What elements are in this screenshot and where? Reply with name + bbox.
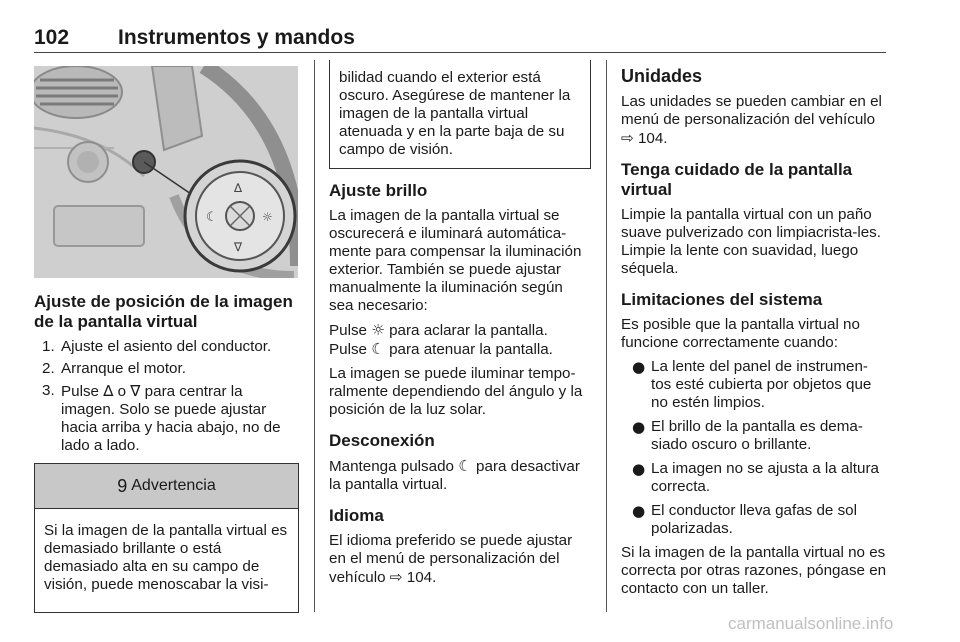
bullet-icon: ● bbox=[632, 418, 646, 436]
down-arrow-icon: ∇ bbox=[130, 382, 141, 400]
hud-controls-illustration bbox=[34, 66, 298, 278]
column-1 bbox=[34, 66, 299, 613]
steps-list bbox=[34, 338, 299, 455]
svg-text:☾: ☾ bbox=[206, 210, 218, 225]
units-text: Las unidades se pueden cambiar en el menú de personalización del vehículo ⇨ 104. bbox=[621, 93, 882, 147]
page-number: 102 bbox=[34, 26, 70, 49]
list-item: 2. Arranque el motor. bbox=[42, 360, 186, 377]
page-reference-icon: ⇨ bbox=[621, 129, 634, 147]
warning-continuation: bilidad cuando el exterior está oscuro. Asegúrese de mantener la imagen de la pantalla virtual atenuada y en la parte baja de su campo de visión. bbox=[329, 60, 591, 169]
list-item: 1. Ajuste el asiento del conductor. bbox=[42, 338, 272, 355]
language-text: El idioma preferido se puede ajustar en el menú de personalización del vehículo ⇨ 104. bbox=[329, 532, 573, 586]
disconnection-text: Mantenga pulsado ☾ para desactivar la pantalla virtual. bbox=[329, 457, 580, 493]
up-arrow-icon: ∆ bbox=[103, 382, 114, 400]
list-item: ● El brillo de la pantalla es dema-siado oscuro o brillante. bbox=[632, 418, 863, 453]
heading-care: Tenga cuidado de la pantalla virtual bbox=[621, 160, 853, 199]
svg-text:∇: ∇ bbox=[234, 240, 243, 254]
heading-limitations: Limitaciones del sistema bbox=[621, 290, 823, 309]
warning-box bbox=[34, 463, 299, 613]
bullet-icon: ● bbox=[632, 358, 646, 376]
watermark: carmanualsonline.info bbox=[728, 614, 894, 633]
moon-icon: ☾ bbox=[458, 457, 472, 475]
heading-image-position: Ajuste de posición de la imagen de la pantalla virtual bbox=[34, 292, 293, 331]
hud-controls-image bbox=[34, 66, 298, 278]
column-3 bbox=[621, 66, 887, 604]
illumination-text: La imagen se puede iluminar tempo-ralmente dependiendo del ángulo y la posición de la luz solar. bbox=[329, 365, 583, 418]
column-divider-2 bbox=[606, 60, 607, 612]
final-text: Si la imagen de la pantalla virtual no es correcta por otras razones, póngase en contacto con un taller. bbox=[621, 544, 887, 597]
svg-text:∆: ∆ bbox=[234, 181, 243, 195]
column-2 bbox=[329, 60, 591, 593]
list-item: 3. Pulse ∆ o ∇ para centrar la imagen. Solo se puede ajustar hacia arriba y hacia abajo, no de lado a lado. bbox=[42, 382, 281, 454]
warning-text: Si la imagen de la pantalla virtual es demasiado brillante o está demasiado alta en su campo de visión, puede menoscabar la visi- bbox=[44, 522, 288, 593]
heading-brightness: Ajuste brillo bbox=[329, 181, 428, 200]
heading-disconnection: Desconexión bbox=[329, 431, 435, 450]
page-title: Instrumentos y mandos bbox=[118, 26, 355, 49]
warning-title: Advertencia bbox=[131, 477, 216, 494]
sun-icon: ☼ bbox=[371, 321, 385, 339]
care-text: Limpie la pantalla virtual con un paño suave pulverizado con limpiacrista-les. Limpie la lente con suavidad, luego séquela. bbox=[621, 206, 881, 277]
limitations-text: Es posible que la pantalla virtual no funcione correctamente cuando: bbox=[621, 316, 860, 351]
list-item: ● La lente del panel de instrumen-tos esté cubierta por objetos que no estén limpios. bbox=[632, 358, 872, 411]
svg-text:☼: ☼ bbox=[262, 210, 273, 224]
heading-units: Unidades bbox=[621, 66, 703, 86]
page-header bbox=[34, 26, 886, 52]
header-rule bbox=[34, 52, 886, 53]
moon-icon: ☾ bbox=[371, 340, 385, 358]
brightness-text: La imagen de la pantalla virtual se oscurecerá e iluminará automática-mente para compensar la iluminación exterior. También se puede ajustar manualmente la iluminación según sea necesario: bbox=[329, 207, 582, 314]
pulse-instructions: Pulse ☼ para aclarar la pantalla. Pulse ☾ para atenuar la pantalla. bbox=[329, 321, 553, 358]
list-item: ● La imagen no se ajusta a la altura correcta. bbox=[632, 460, 879, 495]
warning-header bbox=[35, 464, 298, 509]
bullet-icon: ● bbox=[632, 502, 646, 520]
column-divider-1 bbox=[314, 60, 315, 612]
warning-icon: 9 bbox=[117, 476, 128, 496]
list-item: ● El conductor lleva gafas de sol polarizadas. bbox=[632, 502, 857, 537]
limitations-list bbox=[621, 358, 887, 538]
heading-language: Idioma bbox=[329, 506, 384, 525]
bullet-icon: ● bbox=[632, 460, 646, 478]
page-reference-icon: ⇨ bbox=[389, 568, 403, 586]
